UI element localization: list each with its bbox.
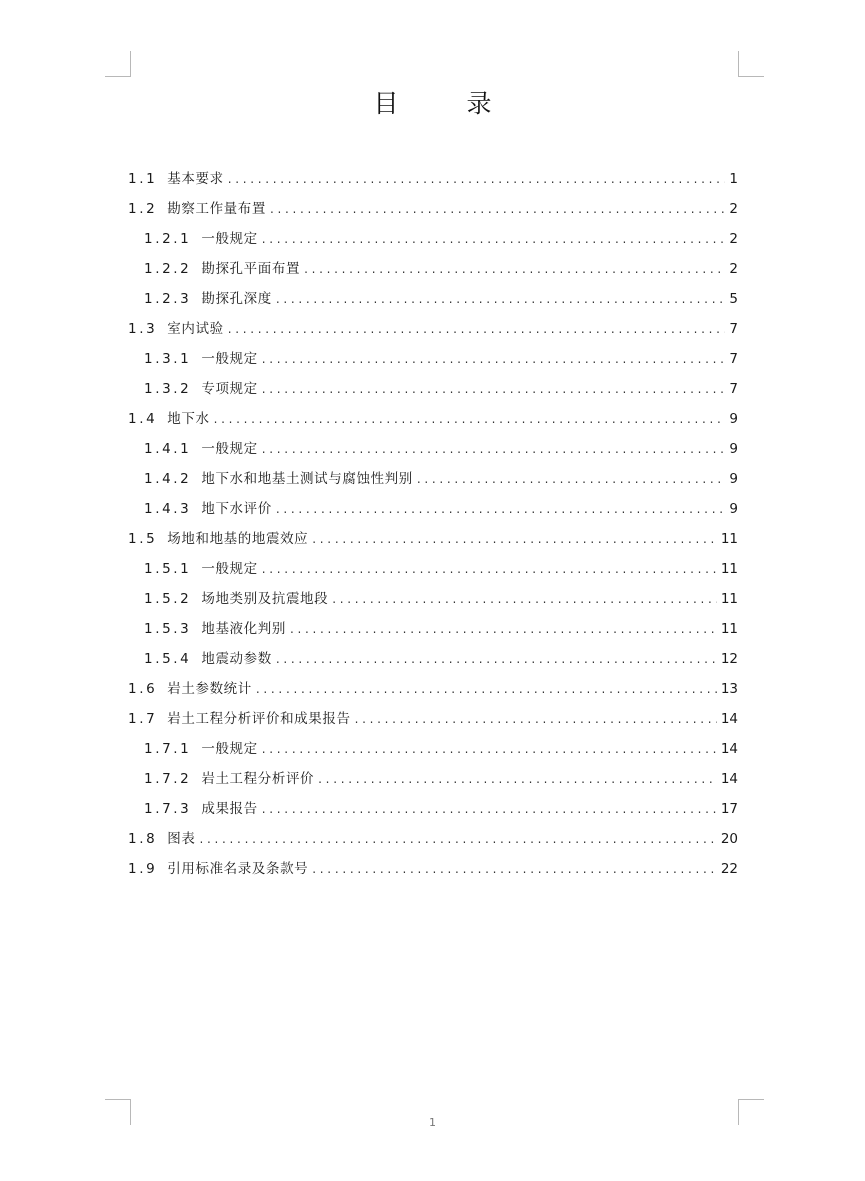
toc-entry-page-number: 9 <box>729 411 738 427</box>
toc-entry-page-number: 5 <box>729 291 738 307</box>
toc-entry[interactable] <box>128 554 738 584</box>
toc-entry[interactable] <box>128 254 738 284</box>
toc-entry-label: 一般规定 <box>201 561 258 577</box>
toc-entry[interactable] <box>128 584 738 614</box>
toc-entry[interactable] <box>128 194 738 224</box>
toc-dot-leader <box>355 704 717 734</box>
toc-entry-number: 1.7.3 <box>144 801 192 817</box>
toc-entry-page-number: 22 <box>720 861 738 877</box>
toc-entry-label: 场地和地基的地震效应 <box>167 531 309 547</box>
toc-entry-number: 1.4 <box>128 411 158 427</box>
toc-entry-page-number: 1 <box>729 171 738 187</box>
toc-entry-page-number: 14 <box>720 741 738 757</box>
toc-entry[interactable] <box>128 764 738 794</box>
toc-entry-label: 地基液化判别 <box>201 621 286 637</box>
toc-dot-leader <box>262 374 726 404</box>
toc-dot-leader <box>228 314 726 344</box>
toc-entry-number: 1.9 <box>128 861 158 877</box>
toc-entry-page-number: 7 <box>729 381 738 397</box>
toc-entry-page-number: 7 <box>729 351 738 367</box>
toc-dot-leader <box>262 554 717 584</box>
toc-entry-label: 勘察工作量布置 <box>167 201 266 217</box>
toc-entry-number: 1.3.2 <box>144 381 192 397</box>
crop-mark-top-left <box>105 51 131 77</box>
toc-dot-leader <box>318 764 717 794</box>
toc-dot-leader <box>276 494 726 524</box>
toc-entry-label: 一般规定 <box>201 351 258 367</box>
toc-entry-number: 1.7 <box>128 711 158 727</box>
toc-entry-label: 室内试验 <box>167 321 224 337</box>
toc-entry[interactable] <box>128 374 738 404</box>
toc-dot-leader <box>276 644 717 674</box>
toc-entry-label: 专项规定 <box>201 381 258 397</box>
toc-entry-number: 1.6 <box>128 681 158 697</box>
toc-entry-label: 地下水和地基土测试与腐蚀性判别 <box>201 471 413 487</box>
toc-entry-page-number: 9 <box>729 501 738 517</box>
toc-entry-number: 1.2.1 <box>144 231 192 247</box>
crop-mark-top-right <box>738 51 764 77</box>
toc-entry-number: 1.7.1 <box>144 741 192 757</box>
toc-entry-number: 1.2.3 <box>144 291 192 307</box>
toc-dot-leader <box>276 284 726 314</box>
toc-entry[interactable] <box>128 224 738 254</box>
toc-entry-number: 1.5.1 <box>144 561 192 577</box>
toc-entry-label: 场地类别及抗震地段 <box>201 591 329 607</box>
toc-dot-leader <box>214 404 726 434</box>
toc-entry-page-number: 14 <box>720 711 738 727</box>
toc-entry-page-number: 20 <box>720 831 738 847</box>
toc-entry[interactable] <box>128 794 738 824</box>
toc-entry-label: 勘探孔平面布置 <box>201 261 301 277</box>
toc-entry[interactable] <box>128 614 738 644</box>
toc-entry-label: 岩土工程分析评价 <box>201 771 315 787</box>
toc-dot-leader <box>290 614 717 644</box>
toc-entry-label: 岩土工程分析评价和成果报告 <box>167 711 351 727</box>
toc-entry-number: 1.8 <box>128 831 158 847</box>
toc-entry[interactable] <box>128 524 738 554</box>
toc-entry-page-number: 11 <box>720 531 738 547</box>
toc-dot-leader <box>270 194 725 224</box>
toc-dot-leader <box>262 434 726 464</box>
toc-entry-number: 1.4.1 <box>144 441 192 457</box>
toc-dot-leader <box>417 464 726 494</box>
toc-entry-label: 基本要求 <box>167 171 224 187</box>
toc-entry-number: 1.2.2 <box>144 261 192 277</box>
toc-entry[interactable] <box>128 644 738 674</box>
toc-dot-leader <box>312 524 717 554</box>
toc-dot-leader <box>199 824 716 854</box>
toc-entry-page-number: 11 <box>720 591 738 607</box>
toc-entry[interactable] <box>128 164 738 194</box>
toc-entry[interactable] <box>128 494 738 524</box>
toc-entry-number: 1.3 <box>128 321 158 337</box>
toc-entry-page-number: 9 <box>729 471 738 487</box>
toc-entry-number: 1.4.3 <box>144 501 192 517</box>
toc-entry-label: 成果报告 <box>201 801 258 817</box>
toc-entry[interactable] <box>128 464 738 494</box>
toc-dot-leader <box>262 794 717 824</box>
toc-entry-page-number: 12 <box>720 651 738 667</box>
toc-entry-label: 岩土参数统计 <box>167 681 252 697</box>
toc-entry-page-number: 2 <box>729 231 738 247</box>
toc-dot-leader <box>332 584 717 614</box>
table-of-contents <box>128 164 738 884</box>
page-title: 目 录 <box>373 89 522 118</box>
toc-dot-leader <box>304 254 725 284</box>
toc-entry-page-number: 11 <box>720 561 738 577</box>
toc-dot-leader <box>262 224 726 254</box>
footer-page-number: 1 <box>429 1116 436 1129</box>
toc-entry[interactable] <box>128 854 738 884</box>
toc-entry-number: 1.3.1 <box>144 351 192 367</box>
toc-entry-label: 图表 <box>167 831 196 847</box>
toc-entry-number: 1.5.4 <box>144 651 192 667</box>
toc-entry-number: 1.4.2 <box>144 471 192 487</box>
toc-entry[interactable] <box>128 314 738 344</box>
toc-entry[interactable] <box>128 704 738 734</box>
toc-entry-label: 一般规定 <box>201 441 258 457</box>
toc-entry-page-number: 11 <box>720 621 738 637</box>
toc-entry-label: 勘探孔深度 <box>201 291 272 307</box>
toc-entry-page-number: 9 <box>729 441 738 457</box>
toc-dot-leader <box>262 734 717 764</box>
toc-entry-number: 1.5.3 <box>144 621 192 637</box>
toc-entry[interactable] <box>128 284 738 314</box>
toc-entry[interactable] <box>128 674 738 704</box>
toc-dot-leader <box>256 674 717 704</box>
toc-entry-label: 引用标准名录及条款号 <box>167 861 309 877</box>
toc-entry-page-number: 17 <box>720 801 738 817</box>
toc-entry-page-number: 2 <box>729 261 738 277</box>
toc-entry[interactable] <box>128 734 738 764</box>
toc-entry-label: 地下水评价 <box>201 501 272 517</box>
toc-dot-leader <box>228 164 726 194</box>
toc-entry[interactable] <box>128 824 738 854</box>
toc-entry-page-number: 13 <box>720 681 738 697</box>
toc-entry-page-number: 7 <box>729 321 738 337</box>
toc-entry-number: 1.5 <box>128 531 158 547</box>
toc-dot-leader <box>262 344 726 374</box>
toc-entry-label: 地下水 <box>167 411 210 427</box>
toc-dot-leader <box>312 854 717 884</box>
toc-entry-number: 1.2 <box>128 201 158 217</box>
toc-entry[interactable] <box>128 404 738 434</box>
toc-entry-label: 一般规定 <box>201 741 258 757</box>
toc-entry[interactable] <box>128 344 738 374</box>
toc-entry-label: 一般规定 <box>201 231 258 247</box>
toc-entry[interactable] <box>128 434 738 464</box>
toc-entry-label: 地震动参数 <box>201 651 272 667</box>
toc-entry-page-number: 2 <box>729 201 738 217</box>
toc-entry-number: 1.7.2 <box>144 771 192 787</box>
toc-entry-number: 1.5.2 <box>144 591 192 607</box>
toc-entry-page-number: 14 <box>720 771 738 787</box>
toc-entry-number: 1.1 <box>128 171 158 187</box>
